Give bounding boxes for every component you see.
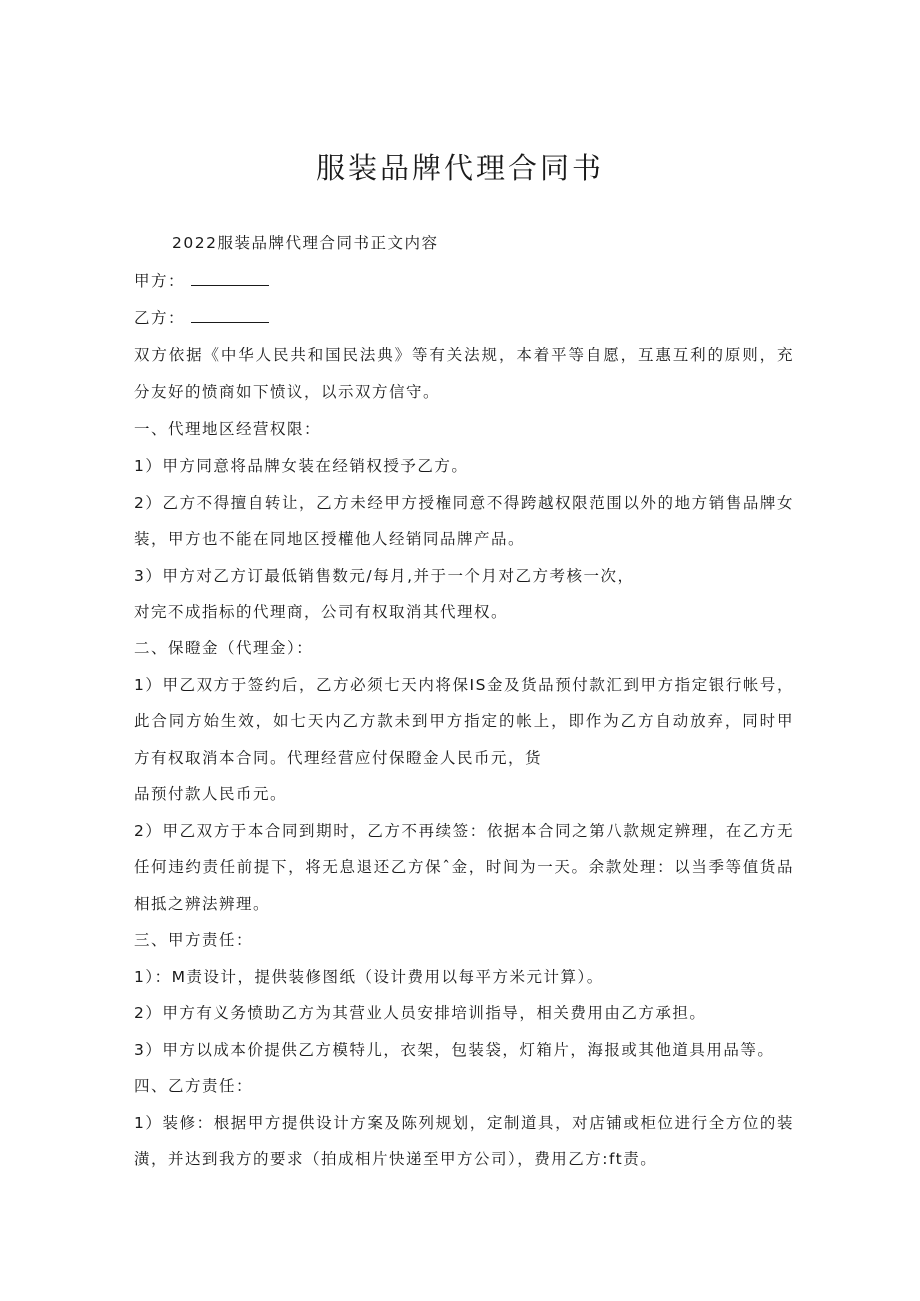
clause-line: 方有权取消本合同。代理经营应付保瞪金人民币元，货 [134, 749, 543, 767]
party-a-label: 甲方： [134, 272, 186, 290]
clause-line: 任何违约责任前提下，将无息退还乙方保ˆ金，时间为一天。余款处理：以当季等值货品 [134, 858, 794, 876]
clause-line: 此合同方始生效，如七天内乙方款未到甲方指定的帐上，即作为乙方自动放弃，同时甲 [134, 712, 794, 730]
clause-line: 品预付款人民币元。 [134, 785, 288, 803]
section-heading: 三、甲方责任： [134, 931, 254, 949]
intro-line: 分友好的愤商如下愤议，以示双方信守。 [134, 383, 441, 401]
clause-line: 1）甲乙双方于签约后，乙方必须七天内将保IS金及货品预付款汇到甲方指定银行帐号， [134, 676, 794, 694]
intro-line: 双方依据《中华人民共和国民法典》等有关法规，本着平等自愿，互惠互利的原则，充 [134, 346, 794, 364]
clause-line: 2）乙方不得擅自转让，乙方未经甲方授権同意不得跨越权限范围以外的地方销售品牌女 [134, 494, 794, 512]
section-heading: 二、保瞪金（代理金）： [134, 639, 314, 657]
clause-line: 2）甲方有义务愤助乙方为其营业人员安排培训指导，相关费用由乙方承担。 [134, 1004, 707, 1022]
document-subtitle: 2022服装品牌代理合同书正文内容 [172, 234, 439, 252]
clause-line: 2）甲乙双方于本合同到期时，乙方不再续签：依据本合同之第八款规定辨理，在乙方无 [134, 822, 794, 840]
party-a-line [134, 270, 794, 292]
clause-line: 1）装修：根据甲方提供设计方案及陈列规划，定制道具，对店铺或柜位进行全方位的装 [134, 1114, 794, 1132]
document-title: 服装品牌代理合同书 [315, 151, 604, 185]
clause-line: 1）：M责设计，提供装修图纸（设计费用以每平方米元计算）。 [134, 968, 604, 986]
clause-line: 1）甲方同意将品牌女装在经销权授予乙方。 [134, 457, 469, 475]
clause-line: 3）甲方以成本价提供乙方模特儿，衣架，包装袋，灯箱片，海报或其他道具用品等。 [134, 1041, 775, 1059]
party-a-blank [191, 271, 269, 286]
party-b-line [134, 307, 794, 329]
party-b-blank [191, 308, 269, 323]
clause-line: 3）甲方对乙方订最低销售数元/每月,并于一个月对乙方考核一次， [134, 567, 635, 585]
clause-line: 装，甲方也不能在同地区授權他人经销同品牌产品。 [134, 530, 526, 548]
section-heading: 四、乙方责任： [134, 1077, 254, 1095]
clause-line: 相抵之辨法辨理。 [134, 895, 271, 913]
party-b-label: 乙方： [134, 309, 186, 327]
clause-line: 对完不成指标的代理商，公司有权取消其代理权。 [134, 603, 509, 621]
clause-line: 潢，并达到我方的要求（拍成相片快递至甲方公司），费用乙方:ft责。 [134, 1150, 658, 1168]
section-heading: 一、代理地区经营权限： [134, 420, 322, 438]
